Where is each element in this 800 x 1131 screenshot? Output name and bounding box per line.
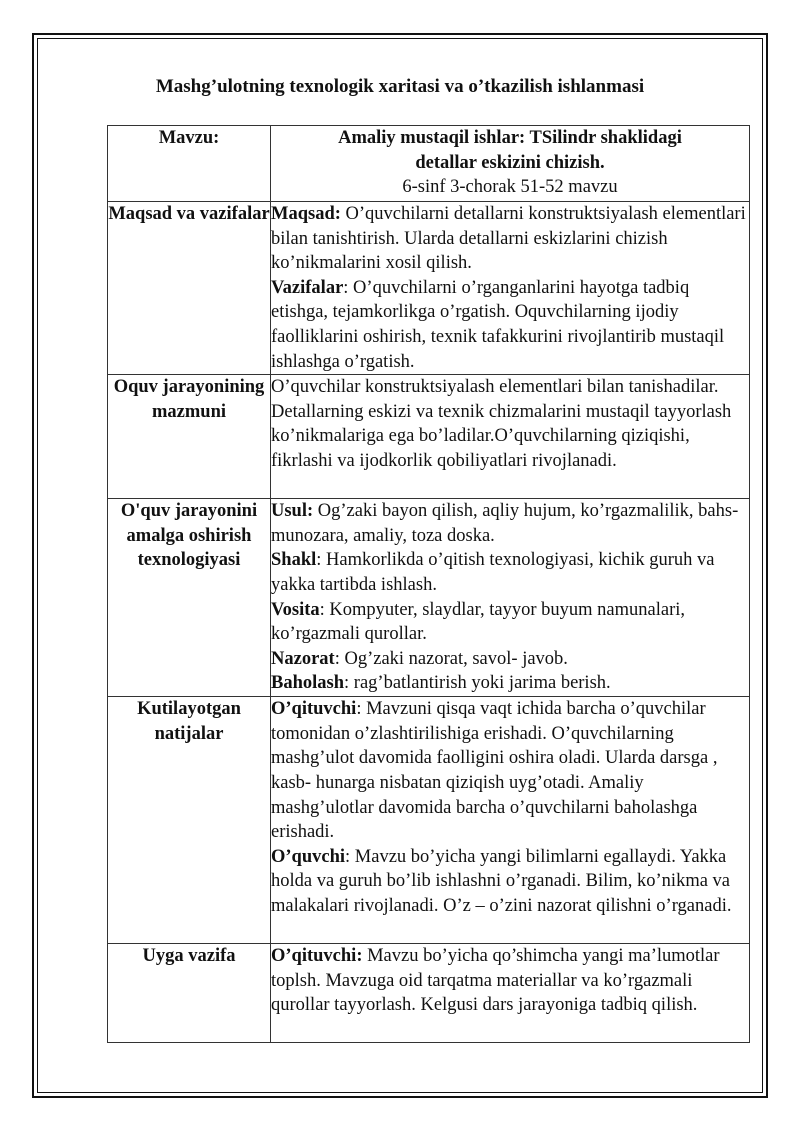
results-student-paragraph — [271, 845, 749, 919]
vazifalar-key: Vazifalar — [271, 277, 344, 298]
shakl-paragraph — [271, 548, 749, 597]
vazifalar-text: : O’quvchilarni o’rganganlarini hayotga tadbiq etishga, tejamkorlikga o’rgatish. Oquvchilarning ijodiy faolliklarini oshirish, texnik tafakkurini rivojlantirib mustaqil ishlashga o’rgatish. — [271, 277, 725, 372]
homework-teacher-key: O’qituvchi: — [271, 946, 363, 967]
baholash-text: : rag’batlantirish yoki jarima berish. — [344, 673, 611, 694]
shakl-key: Shakl — [271, 550, 317, 571]
row-label-topic: Mavzu: — [108, 126, 271, 202]
results-student-key: O’quvchi — [271, 846, 346, 867]
technology-cell — [271, 499, 750, 697]
table-row-topic — [108, 126, 750, 202]
table-row-homework — [108, 944, 750, 1043]
content-cell: O’quvchilar konstruktsiyalash elementlari bilan tanishadilar. Detallarning eskizi va texnik chizmalarini mustaqil tayyorlash ko’nikmalariga ega bo’ladilar.O’quvchilarning qiziqishi, fikrlashi va ijodkorlik qobiliyatlari rivojlanadi. — [271, 375, 750, 499]
usul-key: Usul: — [271, 501, 314, 522]
maqsad-paragraph — [271, 202, 749, 276]
topic-line-1: Amaliy mustaqil ishlar: TSilindr shaklidagi — [338, 128, 682, 148]
topic-line-2: detallar eskizini chizish. — [415, 152, 605, 173]
table-row-goal — [108, 202, 750, 375]
topic-cell — [271, 126, 750, 202]
homework-teacher-text: Mavzu bo’yicha qo’shimcha yangi ma’lumotlar toplsh. Mavzuga oid tarqatma materiallar va ko’rgazmali qurollar tayyorlash. Kelgusi dars jarayoniga tadbiq qilish. — [271, 946, 720, 1016]
row-label-technology: O'quv jarayonini amalga oshirish texnologiyasi — [108, 499, 271, 697]
nazorat-key: Nazorat — [271, 648, 335, 669]
row-label-content: Oquv jarayonining mazmuni — [108, 375, 271, 499]
goal-cell — [271, 202, 750, 375]
row-label-results: Kutilayotgan natijalar — [108, 697, 271, 944]
table-row-content — [108, 375, 750, 499]
maqsad-key: Maqsad: — [271, 204, 341, 224]
topic-line-3: 6-sinf 3-chorak 51-52 mavzu — [402, 177, 618, 198]
maqsad-text: O’quvchilarni detallarni konstruktsiyalash elementlari bilan tanishtirish. Ularda detallarni eskizlarini chizish ko’nikmalarini xosil qilish. — [271, 204, 746, 274]
homework-paragraph — [271, 944, 749, 1018]
lesson-plan-table — [107, 125, 750, 1043]
results-teacher-text: : Mavzuni qisqa vaqt ichida barcha o’quvchilar tomonidan o’zlashtirilishiga erishadi. O’quvchilarning mashg’ulot davomida faolligini oshira oladi. Ularda darsga , kasb- hunarga nisbatan qiziqish uyg’otadi. Amaliy mashg’ulotlar davomida barcha o’quvchilarni baholashga erishadi. — [271, 699, 718, 843]
vosita-paragraph — [271, 598, 749, 647]
vazifalar-paragraph — [271, 276, 749, 374]
shakl-text: : Hamkorlikda o’qitish texnologiyasi, kichik guruh va yakka tartibda ishlash. — [271, 550, 715, 595]
usul-text: Og’zaki bayon qilish, aqliy hujum, ko’rgazmalilik, bahs- munozara, amaliy, toza doska. — [271, 501, 739, 546]
nazorat-text: : Og’zaki nazorat, savol- javob. — [334, 648, 568, 669]
usul-paragraph — [271, 499, 749, 548]
table-row-technology — [108, 499, 750, 697]
results-teacher-paragraph — [271, 697, 749, 845]
baholash-key: Baholash — [271, 673, 345, 694]
document-title: Mashg’ulotning texnologik xaritasi va o’tkazilish ishlanmasi — [155, 76, 645, 97]
vosita-text: : Kompyuter, slaydlar, tayyor buyum namunalari, ko’rgazmali qurollar. — [271, 599, 686, 645]
nazorat-paragraph — [271, 647, 749, 672]
row-label-homework: Uyga vazifa — [108, 944, 271, 1043]
table-row-results — [108, 697, 750, 944]
vosita-key: Vosita — [271, 599, 320, 620]
baholash-paragraph — [271, 671, 749, 696]
homework-cell — [271, 944, 750, 1043]
results-teacher-key: O’qituvchi — [271, 699, 357, 720]
row-label-goal: Maqsad va vazifalar — [108, 202, 271, 375]
results-cell — [271, 697, 750, 944]
results-student-text: : Mavzu bo’yicha yangi bilimlarni egallaydi. Yakka holda va guruh bo’lib ishlashni o’rganadi. Bilim, ko’nikma va malakalari rivojlanadi. O’z – o’zini nazorat qilishni o’rganadi. — [271, 846, 732, 916]
